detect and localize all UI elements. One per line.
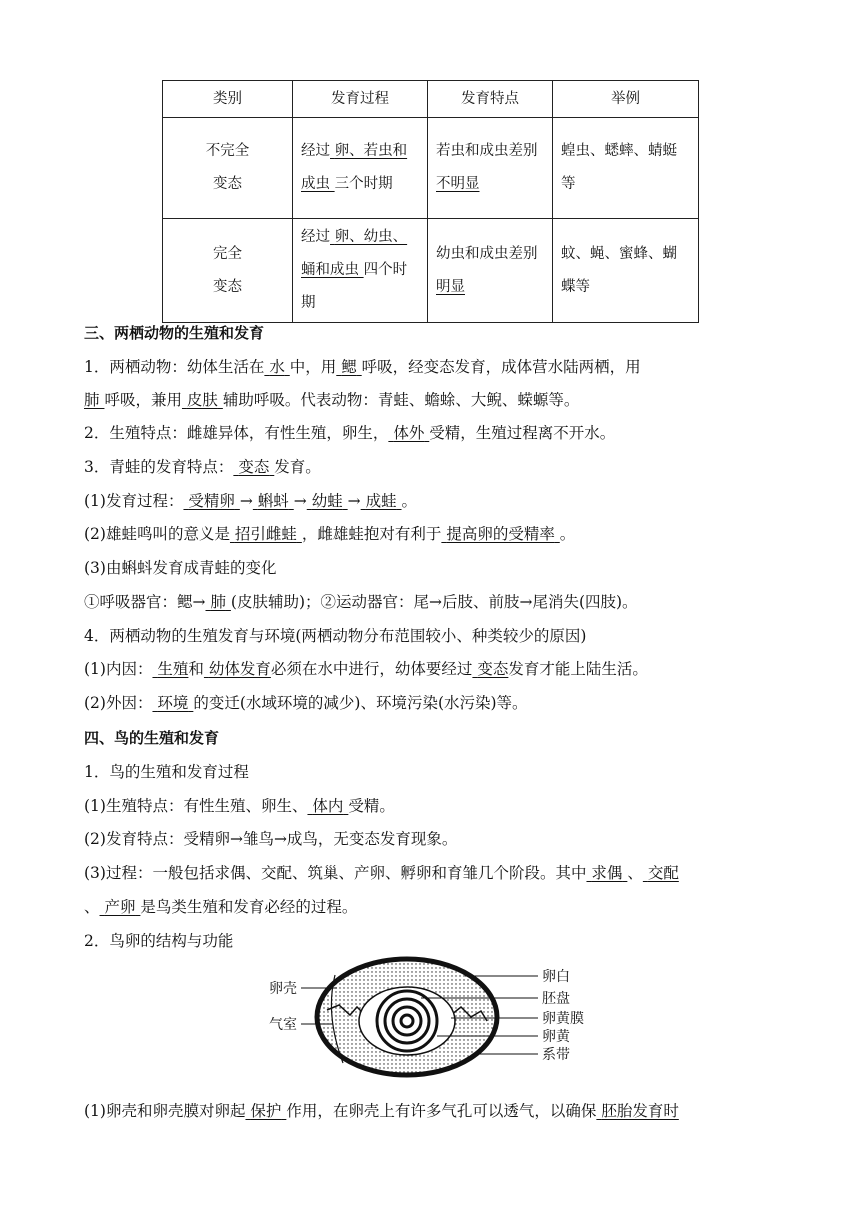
text-fragment: 招引雌蛙 xyxy=(234,525,297,543)
text-fragment: 、 xyxy=(627,864,643,882)
text-fragment: ，雌雄蛙抱对有利于 xyxy=(301,525,442,543)
answer-blank xyxy=(100,898,141,916)
paragraph xyxy=(84,523,575,545)
answer-blank xyxy=(245,1102,286,1120)
answer-blank xyxy=(233,458,274,476)
paragraph xyxy=(84,389,579,411)
text-fragment: 皮肤 xyxy=(186,391,218,409)
cell-example: 蚊、蝇、蜜蜂、蝴蝶等 xyxy=(553,219,699,323)
label-shell: 卵壳 xyxy=(269,981,297,997)
text-fragment: 、 xyxy=(84,898,100,916)
text-fragment: (1)生殖特点：有性生殖、卵生、 xyxy=(84,797,308,815)
label-air-chamber: 气室 xyxy=(269,1017,297,1033)
text-fragment: 1．两栖动物：幼体生活在 xyxy=(84,358,265,376)
text-fragment: 变态 xyxy=(477,660,509,678)
header-feature: 发育特点 xyxy=(428,81,553,118)
header-category: 类别 xyxy=(163,81,293,118)
text-fragment: 水 xyxy=(269,358,285,376)
cell-feature: 幼虫和成虫差别 明显 xyxy=(428,219,553,323)
text-fragment: 变态 xyxy=(238,458,270,476)
text-fragment: 。 xyxy=(401,492,418,510)
table-row xyxy=(163,219,699,323)
text-fragment: 保护 xyxy=(250,1102,282,1120)
cell-example: 蝗虫、蟋蟀、蜻蜓等 xyxy=(553,118,699,219)
answer-blank xyxy=(253,492,294,510)
paragraph: 4．两栖动物的生殖发育与环境(两栖动物分布范围较小、种类较少的原因) xyxy=(84,627,587,645)
answer-blank xyxy=(441,525,559,543)
answer-blank xyxy=(643,864,679,882)
paragraph xyxy=(84,1100,679,1122)
table-row xyxy=(163,118,699,219)
text-fragment: 必须在水中进行，幼体要经过 xyxy=(270,660,473,678)
paragraph xyxy=(84,692,528,714)
paragraph: 2．鸟卵的结构与功能 xyxy=(84,932,234,950)
text-fragment: 呼吸，经变态发育，成体营水陆两栖，用 xyxy=(361,358,641,376)
paragraph: (3)由蝌蚪发育成青蛙的变化 xyxy=(84,559,277,577)
cell-category: 不完全 变态 xyxy=(163,118,293,219)
answer-blank: 不明显 xyxy=(436,176,480,192)
text-fragment: 和 xyxy=(188,660,204,678)
text-fragment: 受精。 xyxy=(348,797,395,815)
development-table xyxy=(162,80,699,323)
text-fragment: 肺 xyxy=(84,391,100,409)
egg-structure-diagram xyxy=(255,955,615,1085)
text-fragment: 的变迁(水域环境的减少)、环境污染(水污染)等。 xyxy=(193,694,528,712)
paragraph xyxy=(84,896,357,918)
answer-blank xyxy=(264,358,289,376)
answer-blank xyxy=(307,492,348,510)
text-fragment: 肺 xyxy=(210,593,226,611)
text-fragment: 辅助呼吸。代表动物：青蛙、蟾蜍、大鲵、蝾螈等。 xyxy=(222,391,580,409)
text-fragment: (1)卵壳和卵壳膜对卵起 xyxy=(84,1102,246,1120)
text-fragment: 交配 xyxy=(647,864,679,882)
answer-blank xyxy=(388,424,429,442)
text-fragment: 发育。 xyxy=(274,458,321,476)
text-fragment: (3)过程：一般包括求偶、交配、筑巢、产卵、孵卵和育雏几个阶段。其中 xyxy=(84,864,587,882)
text-fragment: (2)外因： xyxy=(84,694,153,712)
text-fragment: 呼吸，兼用 xyxy=(104,391,182,409)
text-fragment: 提高卵的受精率 xyxy=(446,525,555,543)
answer-blank xyxy=(230,525,302,543)
text-fragment: 3．青蛙的发育特点： xyxy=(84,458,234,476)
text-fragment: 体外 xyxy=(393,424,425,442)
text-fragment: 2．生殖特点：雌雄异体，有性生殖，卵生， xyxy=(84,424,389,442)
answer-blank: 卵、幼虫、蛹和成虫 xyxy=(301,229,408,278)
header-example: 举例 xyxy=(553,81,699,118)
text-fragment: 蝌蚪 xyxy=(257,492,289,510)
text-fragment: 。 xyxy=(559,525,576,543)
answer-blank xyxy=(152,660,188,678)
text-fragment: 幼蛙 xyxy=(311,492,343,510)
label-yolk: 卵黄 xyxy=(542,1029,570,1045)
text-fragment: → xyxy=(293,492,307,510)
paragraph xyxy=(84,591,638,613)
cell-category: 完全 变态 xyxy=(163,219,293,323)
answer-blank xyxy=(307,797,348,815)
label-germinal-disc: 胚盘 xyxy=(542,991,570,1007)
answer-blank xyxy=(152,694,193,712)
label-yolk-membrane: 卵黄膜 xyxy=(542,1011,584,1027)
text-fragment: 鳃 xyxy=(341,358,357,376)
cell-feature: 若虫和成虫差别 不明显 xyxy=(428,118,553,219)
text-fragment: 是鸟类生殖和发育必经的过程。 xyxy=(140,898,358,916)
text-fragment: (1)内因： xyxy=(84,660,153,678)
paragraph xyxy=(84,356,641,378)
answer-blank xyxy=(596,1102,678,1120)
paragraph xyxy=(84,422,615,444)
answer-blank xyxy=(586,864,627,882)
paragraph xyxy=(84,490,417,512)
text-fragment: (1)发育过程： xyxy=(84,492,184,510)
paragraph: 1．鸟的生殖和发育过程 xyxy=(84,763,249,781)
cell-process: 经过 卵、若虫和成虫 三个时期 xyxy=(293,118,428,219)
text-fragment: 发育才能上陆生活。 xyxy=(508,660,648,678)
text-fragment: 中，用 xyxy=(289,358,337,376)
label-albumen: 卵白 xyxy=(542,969,570,985)
cell-process: 经过 卵、幼虫、蛹和成虫 四个时期 xyxy=(293,219,428,323)
paragraph xyxy=(84,862,679,884)
answer-blank xyxy=(84,391,104,409)
text-fragment: 成蛙 xyxy=(365,492,397,510)
text-fragment: → xyxy=(239,492,253,510)
paragraph xyxy=(84,795,395,817)
text-fragment: 体内 xyxy=(312,797,344,815)
answer-blank xyxy=(182,391,223,409)
section-4-title: 四、鸟的生殖和发育 xyxy=(84,729,220,747)
text-fragment: 求偶 xyxy=(591,864,623,882)
text-fragment: 受精，生殖过程离不开水。 xyxy=(429,424,616,442)
header-process: 发育过程 xyxy=(293,81,428,118)
answer-blank xyxy=(206,593,231,611)
paragraph xyxy=(84,658,648,680)
answer-blank xyxy=(336,358,361,376)
paragraph: (2)发育特点：受精卵→雏鸟→成鸟，无变态发育现象。 xyxy=(84,830,458,848)
text-fragment: 产卵 xyxy=(104,898,136,916)
text-fragment: (2)雄蛙鸣叫的意义是 xyxy=(84,525,230,543)
text-fragment: (皮肤辅助)；②运动器官：尾→后肢、前肢→尾消失(四肢)。 xyxy=(230,593,638,611)
text-fragment: 生殖 xyxy=(157,660,189,678)
section-3-title: 三、两栖动物的生殖和发育 xyxy=(84,324,265,342)
answer-blank xyxy=(472,660,508,678)
answer-blank: 卵、若虫和成虫 xyxy=(301,143,408,192)
answer-blank: 明显 xyxy=(436,278,465,295)
paragraph xyxy=(84,456,321,478)
text-fragment: 受精卵 xyxy=(188,492,235,510)
text-fragment: → xyxy=(347,492,361,510)
label-chalaza: 系带 xyxy=(542,1047,570,1063)
answer-blank xyxy=(183,492,239,510)
answer-blank xyxy=(361,492,402,510)
text-fragment: 环境 xyxy=(157,694,189,712)
text-fragment: 作用，在卵壳上有许多气孔可以透气，以确保 xyxy=(286,1102,597,1120)
yolk-membrane xyxy=(359,987,455,1055)
text-fragment: ①呼吸器官：鳃→ xyxy=(84,593,206,611)
answer-blank xyxy=(204,660,271,678)
text-fragment: 胚胎发育时 xyxy=(601,1102,679,1120)
table-header-row xyxy=(163,81,699,118)
text-fragment: 幼体发育 xyxy=(208,660,271,678)
